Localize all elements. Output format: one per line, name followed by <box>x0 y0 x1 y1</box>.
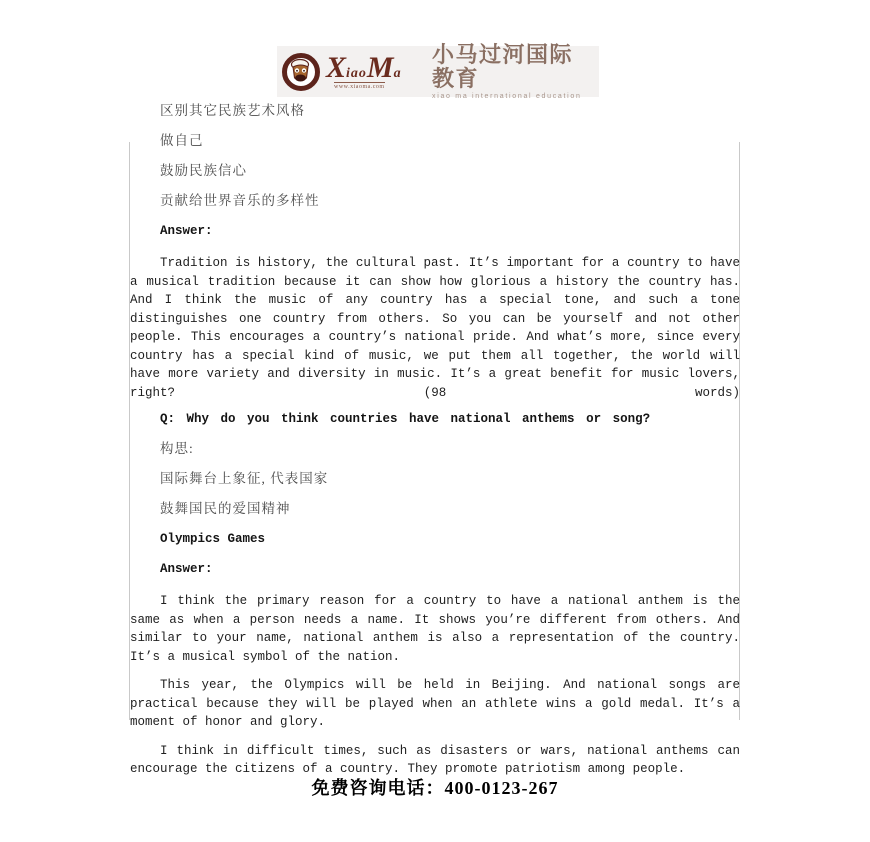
logo-letter-a: a <box>393 65 402 81</box>
logo-wordmark <box>326 50 428 94</box>
answer-paragraph-anthem-2: This year, the Olympics will be held in Beijing. And national songs are practical because they will be played when an athlete wins a gold medal. It’s a moment of honor and glory. <box>130 678 740 729</box>
outline-note-patriotism: 鼓舞国民的爱国精神 <box>160 501 291 516</box>
answer-paragraph-anthem-3: I think in difficult times, such as disasters or wars, national anthems can encourage the citizens of a country. They promote patriotism among people. <box>130 743 740 776</box>
logo-subtitle-english: xiao ma international education <box>432 92 582 100</box>
answer-label-1: Answer: <box>160 224 213 238</box>
outline-label: 构思: <box>160 441 194 456</box>
logo-title-block <box>432 43 595 101</box>
logo-url: www.xiaoma.com <box>334 83 385 90</box>
outline-note-be-yourself: 做自己 <box>160 133 204 148</box>
outline-note-world-diversity: 贡献给世界音乐的多样性 <box>160 193 320 208</box>
question-national-anthem: Q: Why do you think countries have national anthems or song? <box>160 412 651 426</box>
logo-letters-iao: iao <box>346 65 367 81</box>
xiaoma-logo <box>277 41 599 100</box>
logo-title-chinese: 小马过河国际教育 <box>432 41 574 91</box>
outline-note-symbol-country: 国际舞台上象征, 代表国家 <box>160 471 329 486</box>
logo-letter-m: M <box>366 50 394 84</box>
horse-logo-icon <box>281 52 321 92</box>
answer-paragraph-anthem-1: I think the primary reason for a country to have a national anthem is the same as when a person needs a name. It shows you’re different from others. And similar to your name, national anthem is also a representation of the country. It’s a musical symbol of the nation. <box>130 594 740 664</box>
outline-note-national-pride: 鼓励民族信心 <box>160 163 247 178</box>
outline-note-music-style: 区别其它民族艺术风格 <box>160 103 305 118</box>
answer-label-2: Answer: <box>160 562 213 576</box>
logo-letter-x: X <box>326 50 347 84</box>
document-content <box>130 98 740 789</box>
olympics-games-label: Olympics Games <box>160 532 266 546</box>
answer-paragraph-music: Tradition is history, the cultural past. It’s important for a country to have a musical tradition because it can show how glorious a history the country has. And I think the music of any country has a special tone, and such a tone distinguishes one country from others. So you can be yourself and not other people. This encourages a country’s national pride. And what’s more, since every country has a special kind of music, we put them all together, the world will have more variety and diversity in music. It’s a great benefit for music lovers, right? (98 words) <box>130 256 740 400</box>
footer-consult-phone: 免费咨询电话：400-0123-267 <box>311 778 559 798</box>
